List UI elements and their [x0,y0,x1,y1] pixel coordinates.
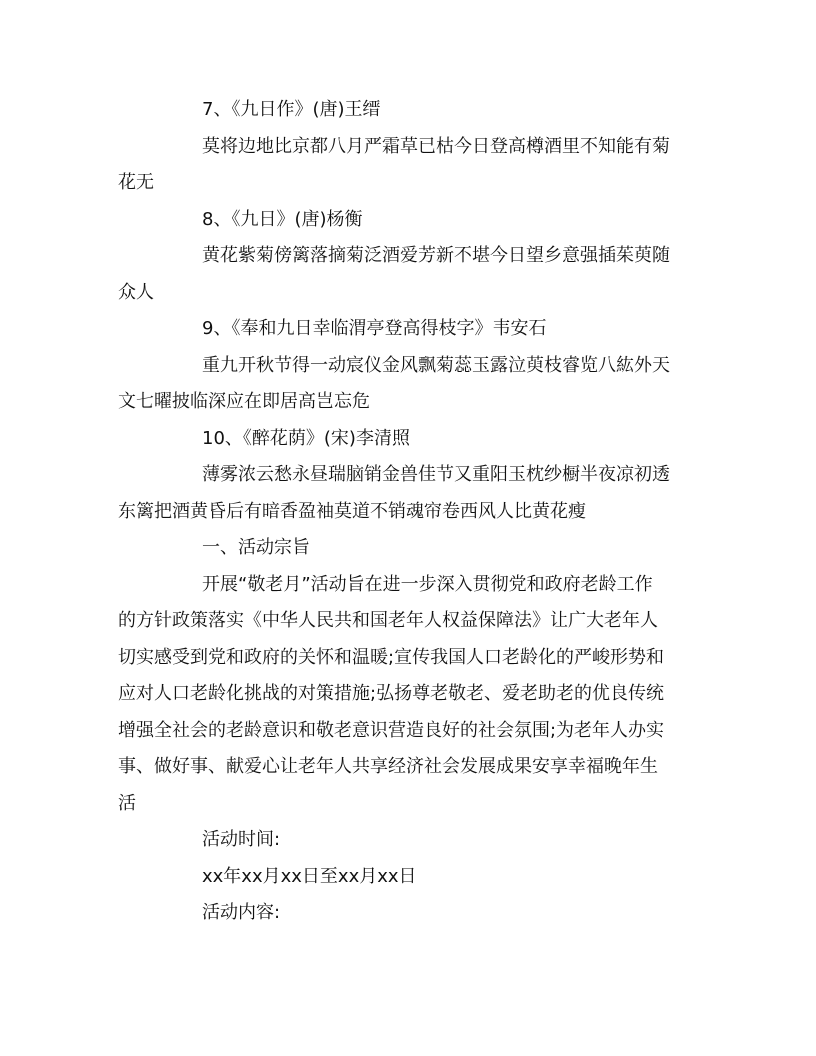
time-value: xx年xx月xx日至xx月xx日 [202,865,417,887]
poem-title: 9、《奉和九日幸临渭亭登高得枝字》韦安石 [202,318,547,339]
paragraph-line: 增强全社会的老龄意识和敬老意识营造良好的社会氛围;为老年人办实 [118,719,665,741]
poem-line: 东篱把酒黄昏后有暗香盈袖莫道不销魂帘卷西风人比黄花瘦 [118,500,586,522]
poem-line: 重九开秋节得一动宸仪金风飘菊蕊玉露泣萸枝睿览八紘外天 [202,354,670,376]
section-heading: 一、活动宗旨 [202,537,310,558]
poem-line: 花无 [118,172,154,193]
poem-title: 8、《九日》(唐)杨衡 [202,208,363,230]
paragraph-line: 事、做好事、献爱心让老年人共享经济社会发展成果安享幸福晚年生 [118,756,658,777]
paragraph-line: 的方针政策落实《中华人民共和国老年人权益保障法》让广大老年人 [118,610,658,631]
paragraph-line: 活 [118,792,136,814]
paragraph-line: 开展“敬老月”活动旨在进一步深入贯彻党和政府老龄工作 [202,573,653,595]
content-label: 活动内容: [202,902,281,923]
poem-line: 众人 [118,281,154,303]
poem-title: 7、《九日作》(唐)王缙 [202,99,381,120]
poem-line: 文七曜披临深应在即居高岂忘危 [118,391,370,412]
paragraph-line: 应对人口老龄化挑战的对策措施;弘扬尊老敬老、爱老助老的优良传统 [118,683,665,704]
poem-title: 10、《醉花荫》(宋)李清照 [202,427,410,449]
document-body [118,92,694,932]
time-label: 活动时间: [202,829,281,850]
poem-line: 黄花紫菊傍篱落摘菊泛酒爱芳新不堪今日望乡意强插茱萸随 [202,245,670,266]
poem-line: 薄雾浓云愁永昼瑞脑销金兽佳节又重阳玉枕纱橱半夜凉初透 [202,464,670,485]
poem-line: 莫将边地比京都八月严霜草已枯今日登高樽酒里不知能有菊 [202,135,670,157]
paragraph-line: 切实感受到党和政府的关怀和温暖;宣传我国人口老龄化的严峻形势和 [118,646,665,668]
